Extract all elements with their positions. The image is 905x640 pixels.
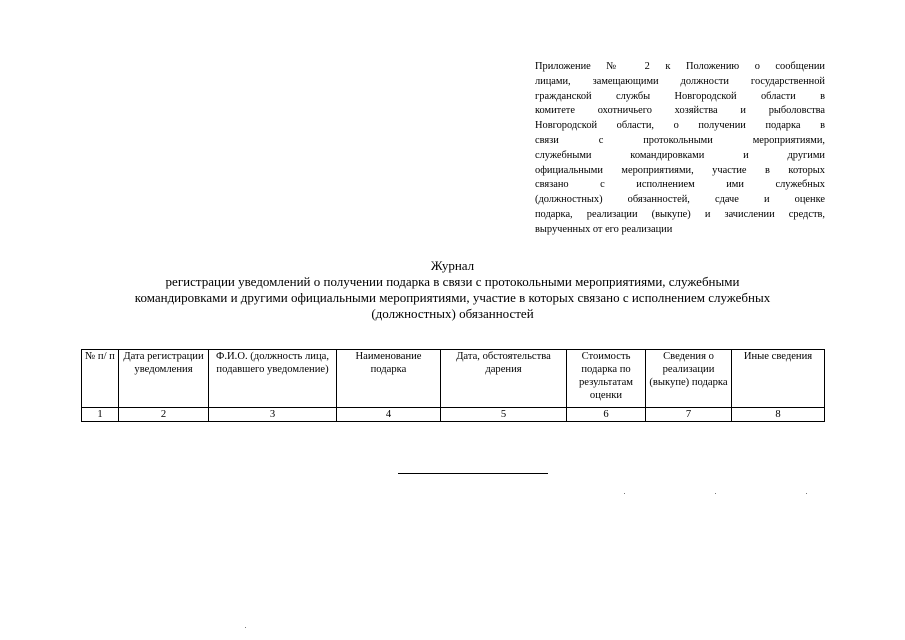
appendix-line: лицами, замещающими должности государственной [535,75,825,87]
appendix-line: вырученных от его реализации [535,223,673,235]
appendix-line: комитете охотничьего хозяйства и рыболовства [535,105,825,117]
scan-speck [624,493,625,494]
column-header-other-info: Иные сведения [732,350,825,408]
column-header-sale-info: Сведения о реализации (выкупе) подарка [646,350,732,408]
column-header-gift-name: Наименование подарка [337,350,441,408]
column-header-gift-value: Стоимость подарка по результатам оценки [567,350,646,408]
journal-table [81,349,825,422]
appendix-line: гражданской службы Новгородской области в [535,90,825,102]
appendix-line: связи с протокольными мероприятиями, [535,134,825,146]
appendix-line: связано с исполнением ими служебных [535,179,825,191]
journal-subtitle-line: (должностных) обязанностей [371,306,534,321]
closing-rule [398,473,548,474]
column-number: 2 [119,408,209,422]
column-number: 3 [209,408,337,422]
table-row [82,408,825,422]
column-header-registration-date: Дата регистрации уведомления [119,350,209,408]
column-number: 6 [567,408,646,422]
scan-speck [806,493,807,494]
journal-subtitle-line: регистрации уведомлений о получении подарка в связи с протокольными мероприятиями, служебными [165,274,740,289]
journal-title [60,258,845,322]
column-number: 7 [646,408,732,422]
column-header-gift-date: Дата, обстоятельства дарения [441,350,567,408]
column-number: 1 [82,408,119,422]
appendix-line: официальными мероприятиями, участие в которых [535,164,825,176]
table-header-row [82,350,825,408]
column-header-number: № п/ п [82,350,119,408]
column-number: 5 [441,408,567,422]
appendix-line: Новгородской области, о получении подарка в [535,120,825,132]
column-header-full-name: Ф.И.О. (должность лица, подавшего уведомление) [209,350,337,408]
appendix-line: служебными командировками и другими [535,149,825,161]
appendix-note [535,60,825,238]
column-number: 8 [732,408,825,422]
journal-subtitle-line: командировками и другими официальными мероприятиями, участие в которых связано с исполнением служебных [134,290,771,305]
appendix-line: подарка, реализации (выкупе) и зачислении средств, [535,208,825,220]
journal-heading: Журнал [430,258,475,273]
appendix-line: (должностных) обязанностей, сдаче и оценке [535,194,825,206]
column-number: 4 [337,408,441,422]
scan-speck [715,493,716,494]
appendix-line: Приложение № 2 к Положению о сообщении [535,61,825,72]
scan-speck [245,627,246,628]
